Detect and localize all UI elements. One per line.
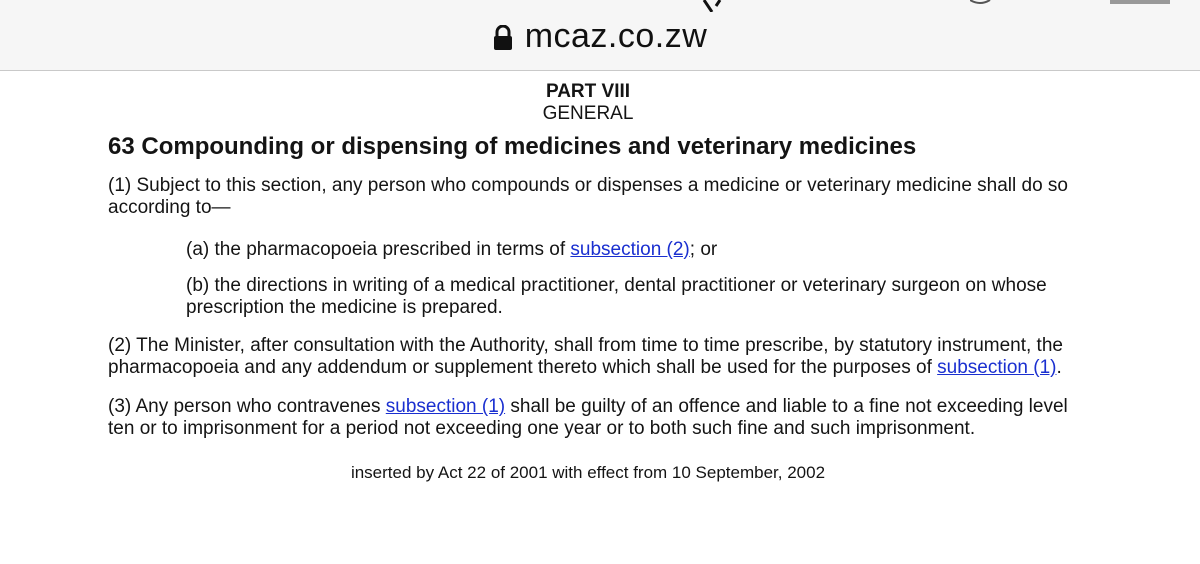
subsection-1-a [186, 239, 1068, 261]
subsection-1: (1) Subject to this section, any person who compounds or dispenses a medicine or veterinary medicine shall do so according to— [108, 175, 1069, 218]
subsection-2 [108, 335, 1068, 379]
subsection-1-a-text: (a) the pharmacopoeia prescribed in terms of [186, 239, 571, 260]
subsection-3-tail: shall be guilty of an offence and liable to a fine not exceeding level ten or to imprisonment for a period not exceeding one year or to both such fine and such imprisonment. [108, 396, 1068, 439]
subsection-2-link[interactable]: subsection (2) [570, 239, 690, 260]
status-glyph-right [970, 0, 1010, 12]
lock-icon [493, 25, 513, 51]
subsection-3-text: (3) Any person who contravenes [108, 396, 386, 417]
subsection-3 [108, 396, 1068, 440]
status-glyph [700, 0, 724, 12]
subsection-1-b: (b) the directions in writing of a medical practitioner, dental practitioner or veterinary surgeon on whose prescription the medicine is prepared. [186, 275, 1047, 318]
part-subheading: GENERAL [542, 103, 634, 124]
subsection-1-link-2[interactable]: subsection (1) [385, 396, 506, 417]
amendment-note: inserted by Act 22 of 2001 with effect from 10 September, 2002 [350, 463, 826, 482]
part-heading: PART VIII [545, 81, 631, 102]
document-body [108, 72, 1068, 483]
url-display[interactable] [0, 16, 1200, 56]
subsection-1-a-tail: ; or [689, 239, 718, 260]
subsection-2-tail: . [1056, 357, 1062, 378]
url-text: mcaz.co.zw [524, 17, 708, 55]
status-bar-line [1110, 0, 1170, 12]
subsection-2-text: (2) The Minister, after consultation with the Authority, shall from time to time prescribe, by statutory instrument, the pharmacopoeia and any addendum or supplement thereto which shall be used for the purposes of [108, 335, 1063, 378]
address-bar[interactable] [0, 0, 1200, 71]
subsection-1-link[interactable]: subsection (1) [937, 357, 1057, 378]
section-title: 63 Compounding or dispensing of medicines and veterinary medicines [108, 133, 917, 160]
